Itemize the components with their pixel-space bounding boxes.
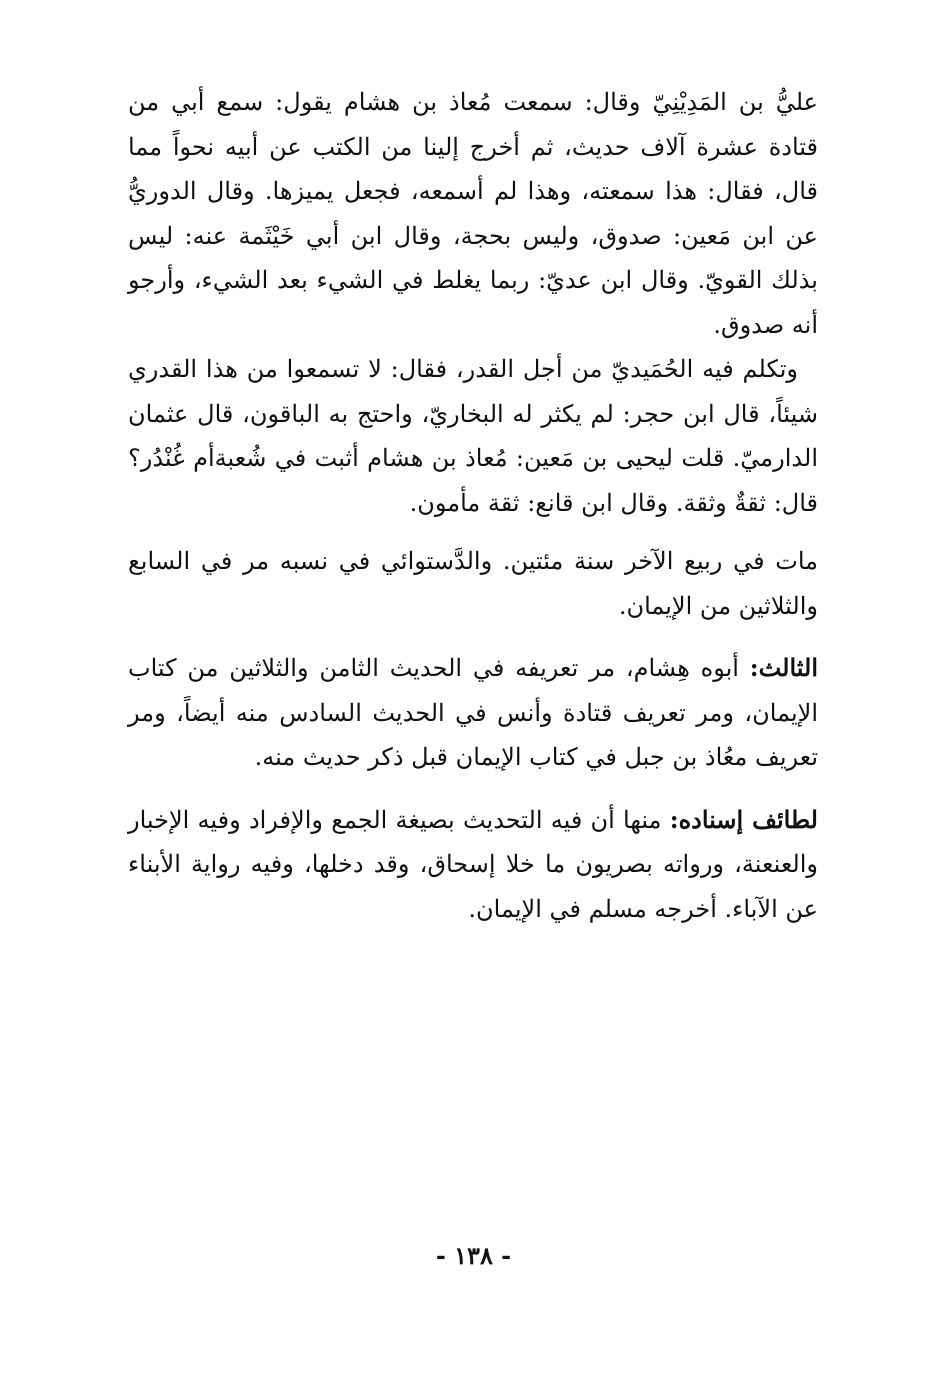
paragraph-5-heading: لطائف إسناده: (669, 804, 818, 834)
page-number: - ١٣٨ - (435, 1241, 512, 1270)
paragraph-5-text: منها أن فيه التحديث بصيغة الجمع والإفراد وفيه الإخبار والعنعنة، ورواته بصريون ما خلا إسحاق، وقد دخلها، وفيه رواية الأبناء عن الآباء. أخرجه مسلم في الإيمان. (128, 805, 818, 923)
paragraph-1-text: عليُّ بن المَدِيْنِيّ وقال: سمعت مُعاذ بن هشام يقول: سمع أبي من قتادة عشرة آلاف حديث، ثم أخرج إلينا من الكتب عن أبيه نحواً مما قال، فقال: هذا سمعته، وهذا لم أسمعه، فجعل يميزها. وقال الدوريُّ عن ابن مَعين: صدوق، وليس بحجة، وقال ابن أبي خَيْثَمة عنه: ليس بذلك القويّ. وقال ابن عديّ: ربما يغلط في الشيء بعد الشيء، وأرجو أنه صدوق. (128, 88, 818, 339)
paragraph-4-text: أبوه هِشام، مر تعريفه في الحديث الثامن والثلاثين من كتاب الإيمان، ومر تعريف قتادة وأنس في الحديث السادس منه أيضاً، ومر تعريف معُاذ بن جبل في كتاب الإيمان قبل ذكر حديث منه. (128, 654, 818, 771)
paragraph-narrators-2 (128, 347, 818, 525)
paragraph-3-text: مات في ربيع الآخر سنة مئتين. والدَّستوائي في نسبه مر في السابع والثلاثين من الإيمان. (128, 547, 818, 620)
body-text (128, 80, 818, 931)
paragraph-third-narrator (128, 646, 818, 780)
paragraph-4-heading: الثالث: (749, 653, 818, 682)
paragraph-death (128, 539, 818, 628)
paragraph-narrators-1 (128, 80, 818, 347)
paragraph-2-text: وتكلم فيه الحُمَيديّ من أجل القدر، فقال: لا تسمعوا من هذا القدري شيئاً، قال ابن حجر: لم يكثر له البخاريّ، واحتج به الباقون، قال عثمان الدارميّ. قلت ليحيى بن مَعين: مُعاذ بن هشام أثبت في شُعبةأم غُنْدُر؟ قال: ثقةٌ وثقة. وقال ابن قانع: ثقة مأمون. (128, 355, 818, 517)
paragraph-isnad-subtleties (128, 798, 818, 932)
